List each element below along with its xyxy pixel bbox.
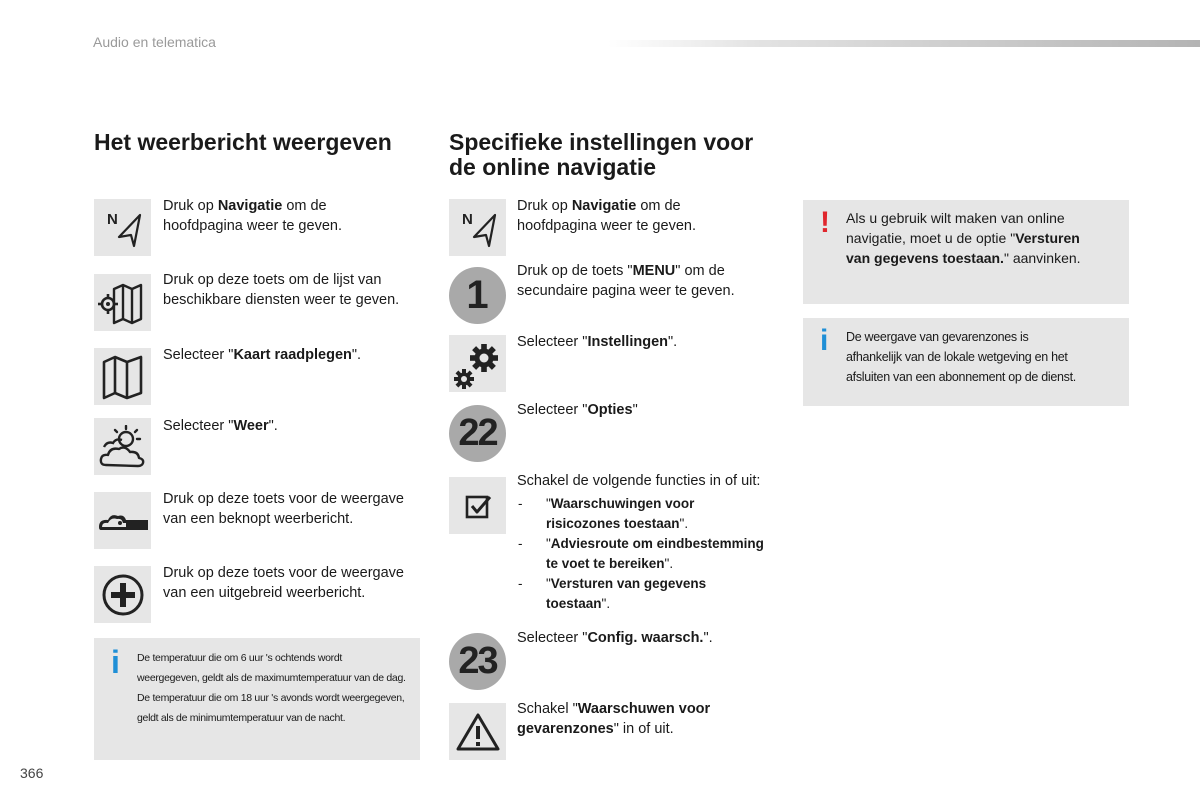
function-options-list <box>518 494 798 614</box>
services-map-icon <box>94 274 151 331</box>
left-step-1-text: Druk op Navigatie om de hoofdpagina weer te geven. <box>163 198 342 234</box>
checkbox-icon <box>449 477 506 534</box>
middle-step-1-text: Druk op Navigatie om de hoofdpagina weer te geven. <box>517 198 696 234</box>
middle-step-4-text: Selecteer "Opties" <box>517 402 638 418</box>
list-item: - "Adviesroute om eindbestemming te voet te bereiken". <box>518 536 764 571</box>
page-number: 366 <box>20 765 44 781</box>
middle-step-6-text: Selecteer "Config. waarsch.". <box>517 630 713 646</box>
info-icon: i <box>111 644 120 680</box>
header-gradient-bar <box>608 40 1200 47</box>
warning-triangle-icon <box>449 703 506 760</box>
middle-step-3-text: Selecteer "Instellingen". <box>517 334 678 350</box>
left-step-5-text: Druk op deze toets voor de weergave van een beknopt weerbericht. <box>163 491 404 527</box>
map-icon <box>94 348 151 405</box>
step-badge-22: 22 <box>449 405 506 462</box>
left-step-6-text: Druk op deze toets voor de weergave van een uitgebreid weerbericht. <box>163 565 404 601</box>
weather-brief-icon <box>94 492 151 549</box>
svg-text:N: N <box>106 210 118 228</box>
settings-gears-icon <box>449 335 506 392</box>
svg-text:N: N <box>461 210 473 228</box>
left-step-4-text: Selecteer "Weer". <box>163 418 278 434</box>
left-step-2-text: Druk op deze toets om de lijst van beschikbare diensten weer te geven. <box>163 272 400 308</box>
danger-zones-info-text: De weergave van gevarenzones is afhankelijk van de lokale wetgeving en het afsluiten van een abonnement op de dienst. <box>846 330 1076 384</box>
step-badge-1: 1 <box>449 267 506 324</box>
middle-step-2-text: Druk op de toets "MENU" om de secundaire pagina weer te geven. <box>517 263 735 299</box>
plus-circle-icon[interactable] <box>94 566 151 623</box>
online-navigation-warning-box <box>803 200 1129 304</box>
middle-step-5-text: Schakel de volgende functies in of uit: <box>517 473 761 489</box>
left-step-3-text: Selecteer "Kaart raadplegen". <box>163 347 362 363</box>
warning-exclamation-icon: ! <box>820 206 830 239</box>
danger-zones-info-box <box>803 318 1129 406</box>
navigation-icon <box>94 199 151 256</box>
left-section-heading: Het weerbericht weergeven <box>94 129 392 155</box>
section-title: Audio en telematica <box>93 34 216 50</box>
list-item: - "Waarschuwingen voor risicozones toestaan". <box>518 496 695 531</box>
online-navigation-warning-text: Als u gebruik wilt maken van online navigatie, moet u de optie "Versturen van gegevens toestaan." aanvinken. <box>846 210 1081 266</box>
temperature-info-text: De temperatuur die om 6 uur 's ochtends wordt weergegeven, geldt als de maximumtemperatuur van de dag. De temperatuur die om 18 uur 's avonds wordt weergegeven, geldt als de minimumtemperatuur van de nacht. <box>137 652 406 724</box>
temperature-info-box <box>94 638 420 760</box>
middle-step-7-text: Schakel "Waarschuwen voor gevarenzones" in of uit. <box>517 701 711 737</box>
weather-icon <box>94 418 151 475</box>
info-icon: i <box>820 324 829 357</box>
middle-section-heading: Specifieke instellingen voor de online navigatie <box>449 129 754 180</box>
step-badge-23: 23 <box>449 633 506 690</box>
list-item: - "Versturen van gegevens toestaan". <box>518 576 707 611</box>
navigation-icon <box>449 199 506 256</box>
